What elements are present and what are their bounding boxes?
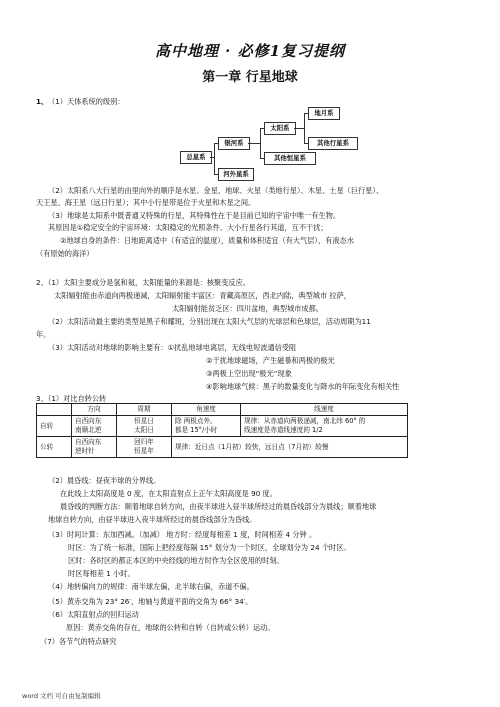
connector — [260, 128, 264, 129]
table-header-cell: 角速度 — [172, 404, 241, 416]
table-cell: 自西向东 南顺北逆 — [72, 416, 117, 437]
node-other-galaxy: 河外星系 — [218, 168, 254, 181]
table-cell: 回归年 恒星年 — [117, 437, 172, 458]
text-line: （5）黄赤交角为 23° 26′，地轴与黄道平面的交角为 66° 34′。 — [48, 597, 253, 606]
text-line: 其原因是①稳定安全的宇宙环境：太阳稳定的光照条件、大小行星各行其道，互不干扰； — [48, 223, 328, 232]
footer-note: word 文档 可自由复制编辑 — [22, 692, 101, 700]
text-line: 晨昏线的判断方法：顺着地球自转方向，由夜半球进入昼半球所经过的晨昏线部分为晨线；顺着地球 — [60, 502, 377, 511]
text-line: （3）太阳活动对地球的影响主要有：①扰乱地球电离层，无线电短波通信受阻 — [48, 343, 297, 352]
table-cell: 规律：从赤道向两极递减，南北纬 60° 的 线速度是赤道线速度的 1/2 — [241, 416, 408, 437]
table-cell: 恒星日 太阳日 — [117, 416, 172, 437]
text-line: 地球自转方向，由昼半球进入夜半球所经过的晨昏线部分为昏线。 — [48, 515, 257, 524]
text-line: （6）太阳直射点的回归运动 — [48, 610, 139, 619]
text-line: 原因：黄赤交角的存在，地球的公转和自转（自转或公转）运动。 — [66, 623, 275, 632]
node-solar-system: 太阳系 — [264, 122, 296, 135]
text-line: （7）各节气的特点研究 — [40, 637, 117, 646]
connector — [304, 143, 308, 144]
table-header-row — [37, 404, 408, 416]
text-line: ④影响地球气候：黑子的数量变化与降水的年际变化有相关性 — [206, 382, 400, 391]
chapter-heading: 第一章 行星地球 — [202, 70, 298, 85]
text-line: 天王星、海王星（远日行星）；其中小行星带是位于火星和木星之间。 — [36, 198, 256, 207]
table-cell: 规律：近日点（1月初）较快，远日点（7月初）较慢 — [172, 437, 408, 458]
table-header-cell: 线速度 — [241, 404, 408, 416]
table-cell: 自转 — [37, 416, 72, 437]
text-line: ③两极上空出现“极光”现象 — [206, 369, 292, 378]
connector — [294, 128, 304, 129]
text-line: 时区：为了统一标准，国际上把经度每隔 15° 划分为一个时区，全球划分为 24 个时区。 — [68, 543, 351, 552]
text-line: 2、（1）太阳主要成分是氢和氦，太阳能量的来源是：核聚变反应。 — [36, 278, 250, 287]
connector — [260, 128, 261, 158]
connector — [214, 174, 218, 175]
text-line: （3）地球是太阳系中既普通又特殊的行星，其特殊性在于是目前已知的宇宙中唯一有生物。 — [48, 211, 341, 220]
table-header-cell: 周期 — [117, 404, 172, 416]
text-line: 太阳辐射能由赤道向两极递减，太阳辐射能丰富区：青藏高原区，西北内陆，典型城市 拉萨， — [54, 291, 351, 300]
text-line: （有原始的海洋） — [36, 249, 94, 258]
connector — [260, 158, 264, 159]
text-line: 年。 — [36, 330, 51, 339]
text-line: （4）地转偏向力的规律：南半球左偏，北半球右偏，赤道不偏。 — [48, 582, 254, 591]
section1-heading: （1）天体系统的级别： — [48, 97, 125, 106]
text-line: （3）时间计算：东加西减。（加减） 地方时：经度每相差 1 度，时间相差 4 分钟 。 — [48, 530, 317, 539]
rotation-revolution-table — [36, 403, 408, 458]
text-line: （2）太阳活动最主要的类型是黑子和耀斑，分别出现在太阳大气层的光球层和色球层，活动周期为11 — [48, 317, 371, 326]
connector — [214, 143, 218, 144]
connector — [304, 113, 308, 114]
connector — [214, 143, 215, 174]
text-line: （2）太阳系八大行星的由里向外的顺序是水星、金星、地球、火星（类地行星）、木星、土星（巨行星）、 — [48, 186, 384, 195]
node-other-star: 其他恒星系 — [264, 152, 316, 165]
table-row — [37, 416, 408, 437]
section3-heading: 3、（1）对比自转公转 — [36, 394, 107, 403]
connector — [248, 143, 260, 144]
node-galaxy: 银河系 — [218, 137, 250, 150]
node-universe: 总星系 — [180, 151, 212, 164]
section1-number: 1、 — [36, 97, 49, 106]
connector — [304, 113, 305, 143]
table-cell: 除 两极点外, 都是 15°/小时 — [172, 416, 241, 437]
text-line: 区时：各时区的都正本区的中央经线的地方时作为全区使用的时刻。 — [68, 556, 284, 565]
node-earth-moon: 地月系 — [308, 107, 340, 120]
table-cell: 公转 — [37, 437, 72, 458]
text-line: 太阳辐射能贫乏区：四川盆地，典型城市成都。 — [172, 304, 323, 313]
text-line: （2）晨昏线：昼夜半球的分界线。 — [48, 476, 161, 485]
text-line: ②地球自身的条件：日地距离适中（有适宜的温度），质量和体积适宜（有大气层），有液态水 — [60, 236, 354, 245]
text-line: 在此线上太阳高度是 0 度，在太阳直射点上正午太阳高度是 90 度。 — [60, 489, 277, 498]
text-line: ②干扰地球磁场，产生磁暴和两极的极光 — [206, 356, 335, 365]
text-line: 时区每相差 1 小时。 — [68, 569, 135, 578]
document-title: 高中地理 · 必修1复习提纲 — [154, 42, 346, 60]
node-other-planet: 其他行星系 — [308, 137, 358, 150]
table-cell: 自西向东 逆时针 — [72, 437, 117, 458]
table-header-cell: 方向 — [72, 404, 117, 416]
table-row — [37, 437, 408, 458]
table-header-cell — [37, 404, 72, 416]
